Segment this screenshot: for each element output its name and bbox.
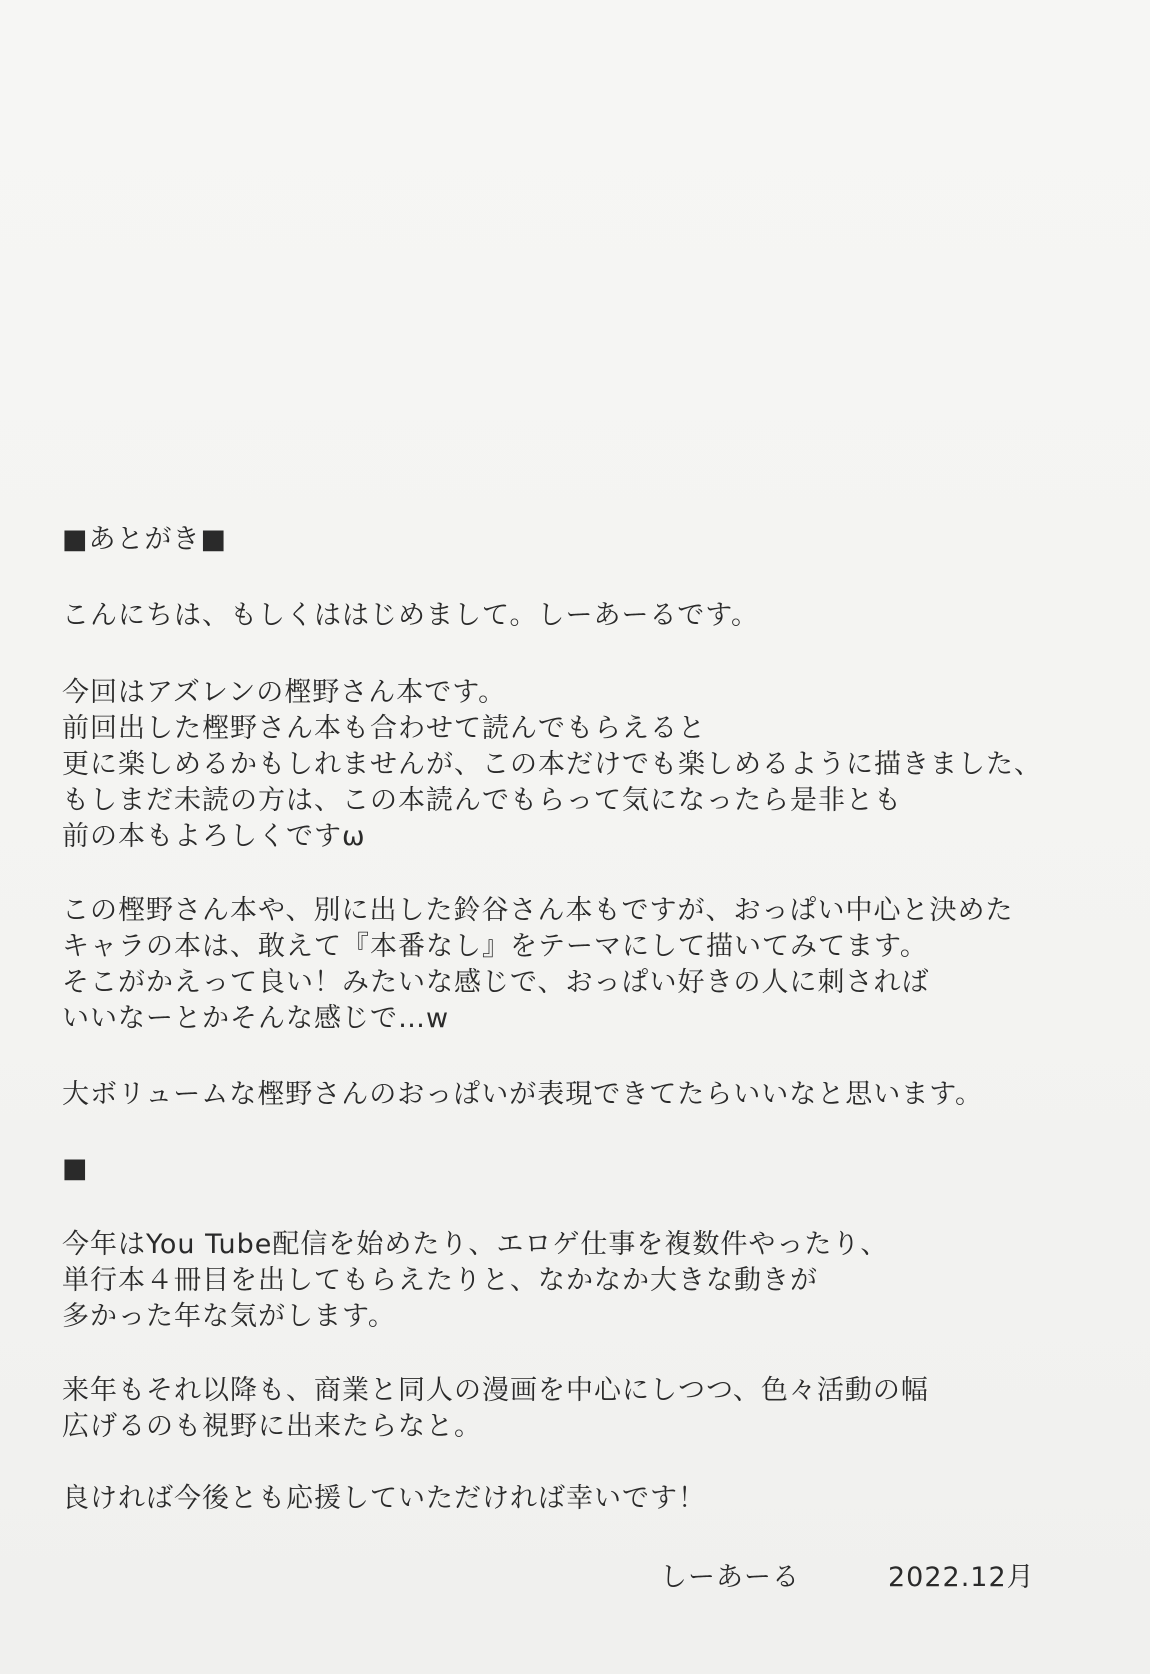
- author-name: しーあーる: [660, 1562, 800, 1593]
- theme-paragraph: [62, 893, 1102, 1037]
- paragraph-line: 広げるのも視野に出来たらなと。: [62, 1411, 482, 1442]
- thanks-line: 良ければ今後とも応援していただければ幸いです！: [62, 1483, 706, 1514]
- thanks-paragraph: [62, 1481, 1102, 1517]
- paragraph-line: 前の本もよろしくですω: [62, 821, 366, 852]
- paragraph-line: もしまだ未読の方は、この本読んでもらって気になったら是非とも: [62, 785, 902, 816]
- paragraph-line: この樫野さん本や、別に出した鈴谷さん本もですが、おっぱい中心と決めた: [62, 895, 1014, 926]
- year-paragraph: [62, 1227, 1102, 1335]
- paragraph-line: 今回はアズレンの樫野さん本です。: [62, 677, 507, 708]
- paragraph-line: そこがかえって良い！みたいな感じで、おっぱい好きの人に刺されば: [62, 967, 930, 998]
- separator-mark: ■: [62, 1153, 89, 1184]
- section-separator: [62, 1151, 1102, 1187]
- heading-text: ■あとがき■: [62, 524, 228, 555]
- greeting-paragraph: [62, 598, 1102, 634]
- intro-paragraph: [62, 675, 1102, 855]
- paragraph-line: 更に楽しめるかもしれませんが、この本だけでも楽しめるように描きました、: [62, 749, 1042, 780]
- paragraph-line: いいなーとかそんな感じで…w: [62, 1003, 450, 1034]
- closing-line: 大ボリュームな樫野さんのおっぱいが表現できてたらいいなと思います。: [62, 1079, 984, 1110]
- afterword-heading: [62, 522, 1102, 558]
- closing-paragraph: [62, 1077, 1102, 1113]
- greeting-line: こんにちは、もしくははじめまして。しーあーるです。: [62, 600, 760, 631]
- paragraph-line: 前回出した樫野さん本も合わせて読んでもらえると: [62, 713, 706, 744]
- paragraph-line: 単行本４冊目を出してもらえたりと、なかなか大きな動きが: [62, 1265, 818, 1296]
- paragraph-line: キャラの本は、敢えて『本番なし』をテーマにして描いてみてます。: [62, 931, 928, 962]
- signature: [660, 1555, 1035, 1594]
- paragraph-line: 多かった年な気がします。: [62, 1301, 396, 1332]
- future-paragraph: [62, 1373, 1102, 1445]
- paragraph-line: 今年はYou Tube配信を始めたり、エロゲ仕事を複数件やったり、: [62, 1229, 889, 1260]
- signature-date: 2022.12月: [888, 1562, 1035, 1593]
- paragraph-line: 来年もそれ以降も、商業と同人の漫画を中心にしつつ、色々活動の幅: [62, 1375, 929, 1406]
